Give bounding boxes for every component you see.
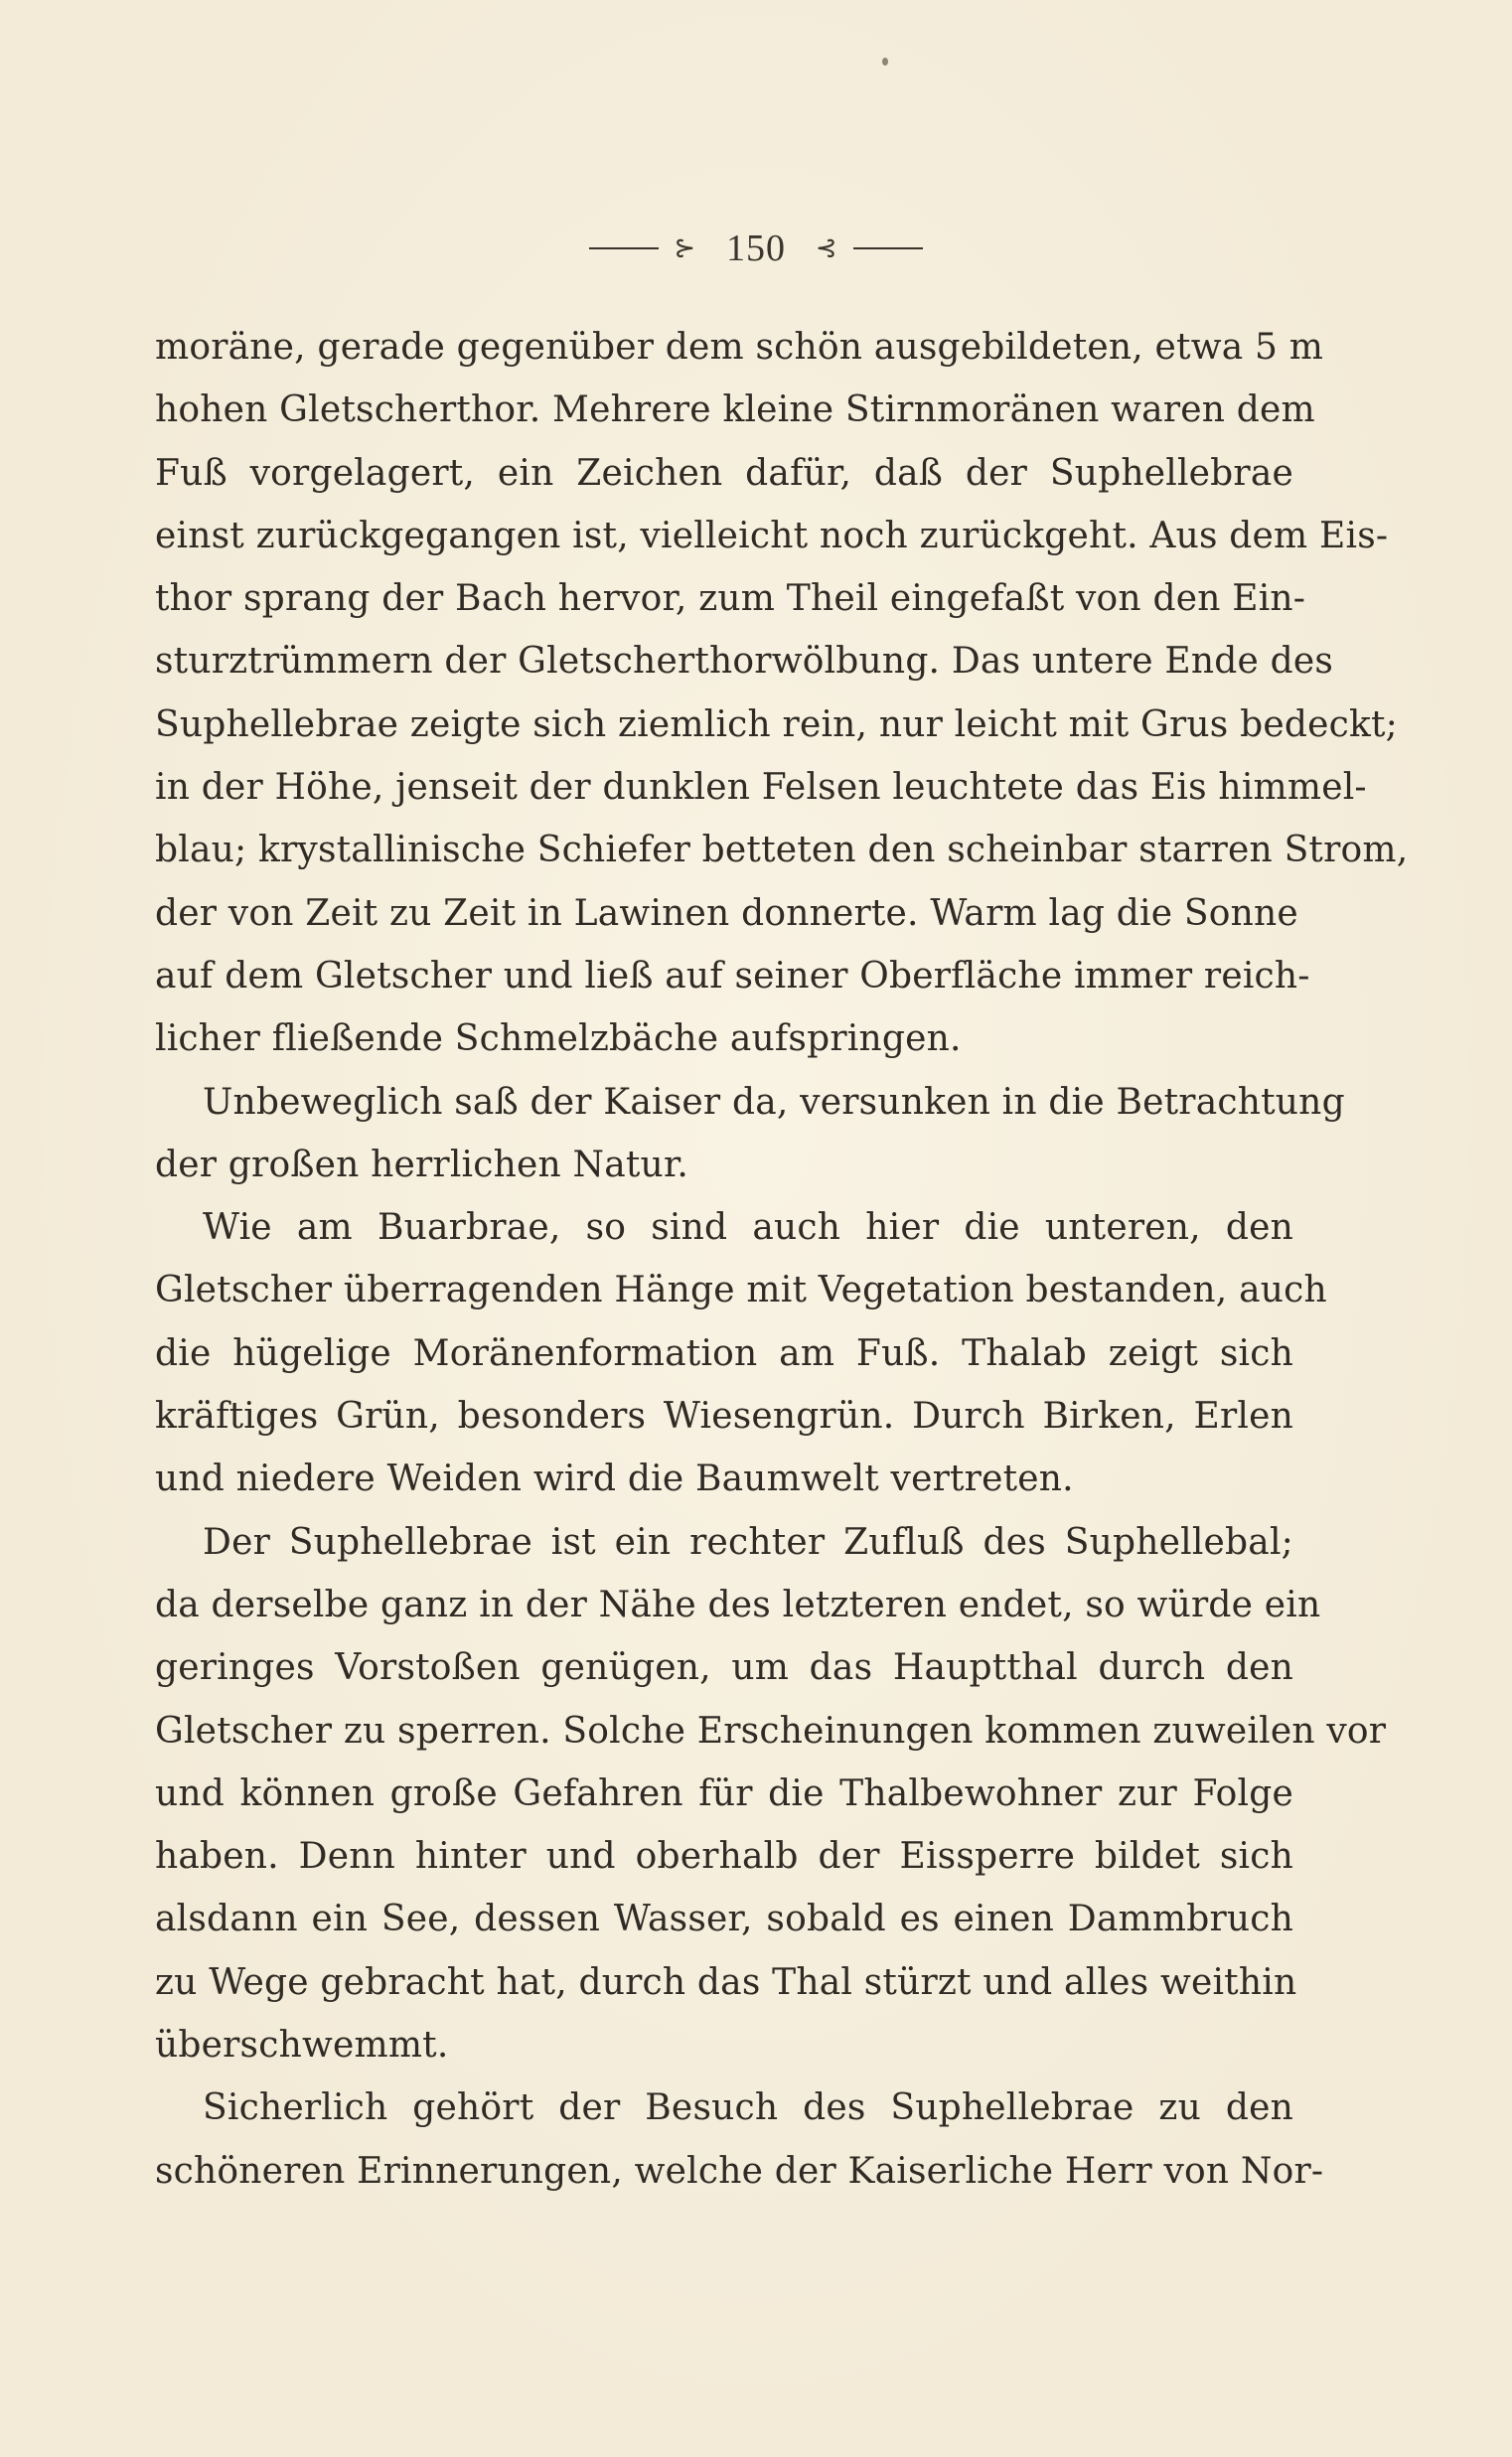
text-line: da derselbe ganz in der Nähe des letzteren endet, so würde ein xyxy=(155,1584,1321,1625)
text-line: überschwemmt. xyxy=(155,2025,449,2067)
text-line: in der Höhe, jenseit der dunklen Felsen leuchtete das Eis himmel- xyxy=(155,767,1367,809)
text-line: der großen herrlichen Natur. xyxy=(155,1144,689,1185)
text-line: licher fließende Schmelzbäche aufspringen. xyxy=(155,1018,962,1060)
text-line: Sicherlich gehört der Besuch des Suphellebrae zu den xyxy=(203,2087,1293,2129)
text-line: Suphellebrae zeigte sich ziemlich rein, nur leicht mit Grus bedeckt; xyxy=(155,703,1398,745)
text-line: die hügelige Moränenformation am Fuß. Thalab zeigt sich xyxy=(155,1332,1293,1374)
text-line: einst zurückgegangen ist, vielleicht noch zurückgeht. Aus dem Eis- xyxy=(155,515,1389,556)
text-line: Gletscher überragenden Hänge mit Vegetation bestanden, auch xyxy=(155,1270,1327,1311)
header-rule-left xyxy=(589,247,659,249)
paper-speck xyxy=(882,58,888,66)
text-line: Wie am Buarbrae, so sind auch hier die unteren, den xyxy=(203,1207,1293,1249)
text-line: der von Zeit zu Zeit in Lawinen donnerte. Warm lag die Sonne xyxy=(155,892,1298,934)
text-line: kräftiges Grün, besonders Wiesengrün. Durch Birken, Erlen xyxy=(155,1396,1293,1438)
text-line: Fuß vorgelagert, ein Zeichen dafür, daß der Suphellebrae xyxy=(155,452,1293,494)
page-header xyxy=(0,227,1512,270)
body-text xyxy=(155,316,1409,2203)
text-line: geringes Vorstoßen genügen, um das Hauptthal durch den xyxy=(155,1647,1293,1689)
text-line: Unbeweglich saß der Kaiser da, versunken in die Betrachtung xyxy=(203,1081,1345,1123)
text-line: sturztrümmern der Gletscherthorwölbung. Das untere Ende des xyxy=(155,641,1334,683)
text-line: thor sprang der Bach hervor, zum Theil eingefaßt von den Ein- xyxy=(155,578,1306,620)
text-line: alsdann ein See, dessen Wasser, sobald es einen Dammbruch xyxy=(155,1899,1293,1940)
text-line: zu Wege gebracht hat, durch das Thal stürzt und alles weithin xyxy=(155,1961,1297,2003)
text-line: und können große Gefahren für die Thalbewohner zur Folge xyxy=(155,1772,1293,1814)
page-number: 150 xyxy=(726,228,786,269)
text-line: Gletscher zu sperren. Solche Erscheinungen kommen zuweilen vor xyxy=(155,1710,1387,1752)
text-line: schöneren Erinnerungen, welche der Kaiserliche Herr von Nor- xyxy=(155,2150,1324,2192)
text-line: blau; krystallinische Schiefer betteten den scheinbar starren Strom, xyxy=(155,830,1409,871)
text-line: hohen Gletscherthor. Mehrere kleine Stirnmoränen waren dem xyxy=(155,389,1315,431)
text-line: haben. Denn hinter und oberhalb der Eissperre bildet sich xyxy=(155,1836,1293,1878)
header-ornament-right: ⊰ xyxy=(815,233,838,263)
header-ornament-left: ⊱ xyxy=(674,233,697,263)
header-rule-right xyxy=(853,247,923,249)
text-line: auf dem Gletscher und ließ auf seiner Oberfläche immer reich- xyxy=(155,955,1310,997)
text-line: Der Suphellebrae ist ein rechter Zufluß des Suphellebal; xyxy=(203,1521,1293,1563)
text-line: moräne, gerade gegenüber dem schön ausgebildeten, etwa 5 m xyxy=(155,327,1324,368)
text-line: und niedere Weiden wird die Baumwelt vertreten. xyxy=(155,1459,1074,1500)
